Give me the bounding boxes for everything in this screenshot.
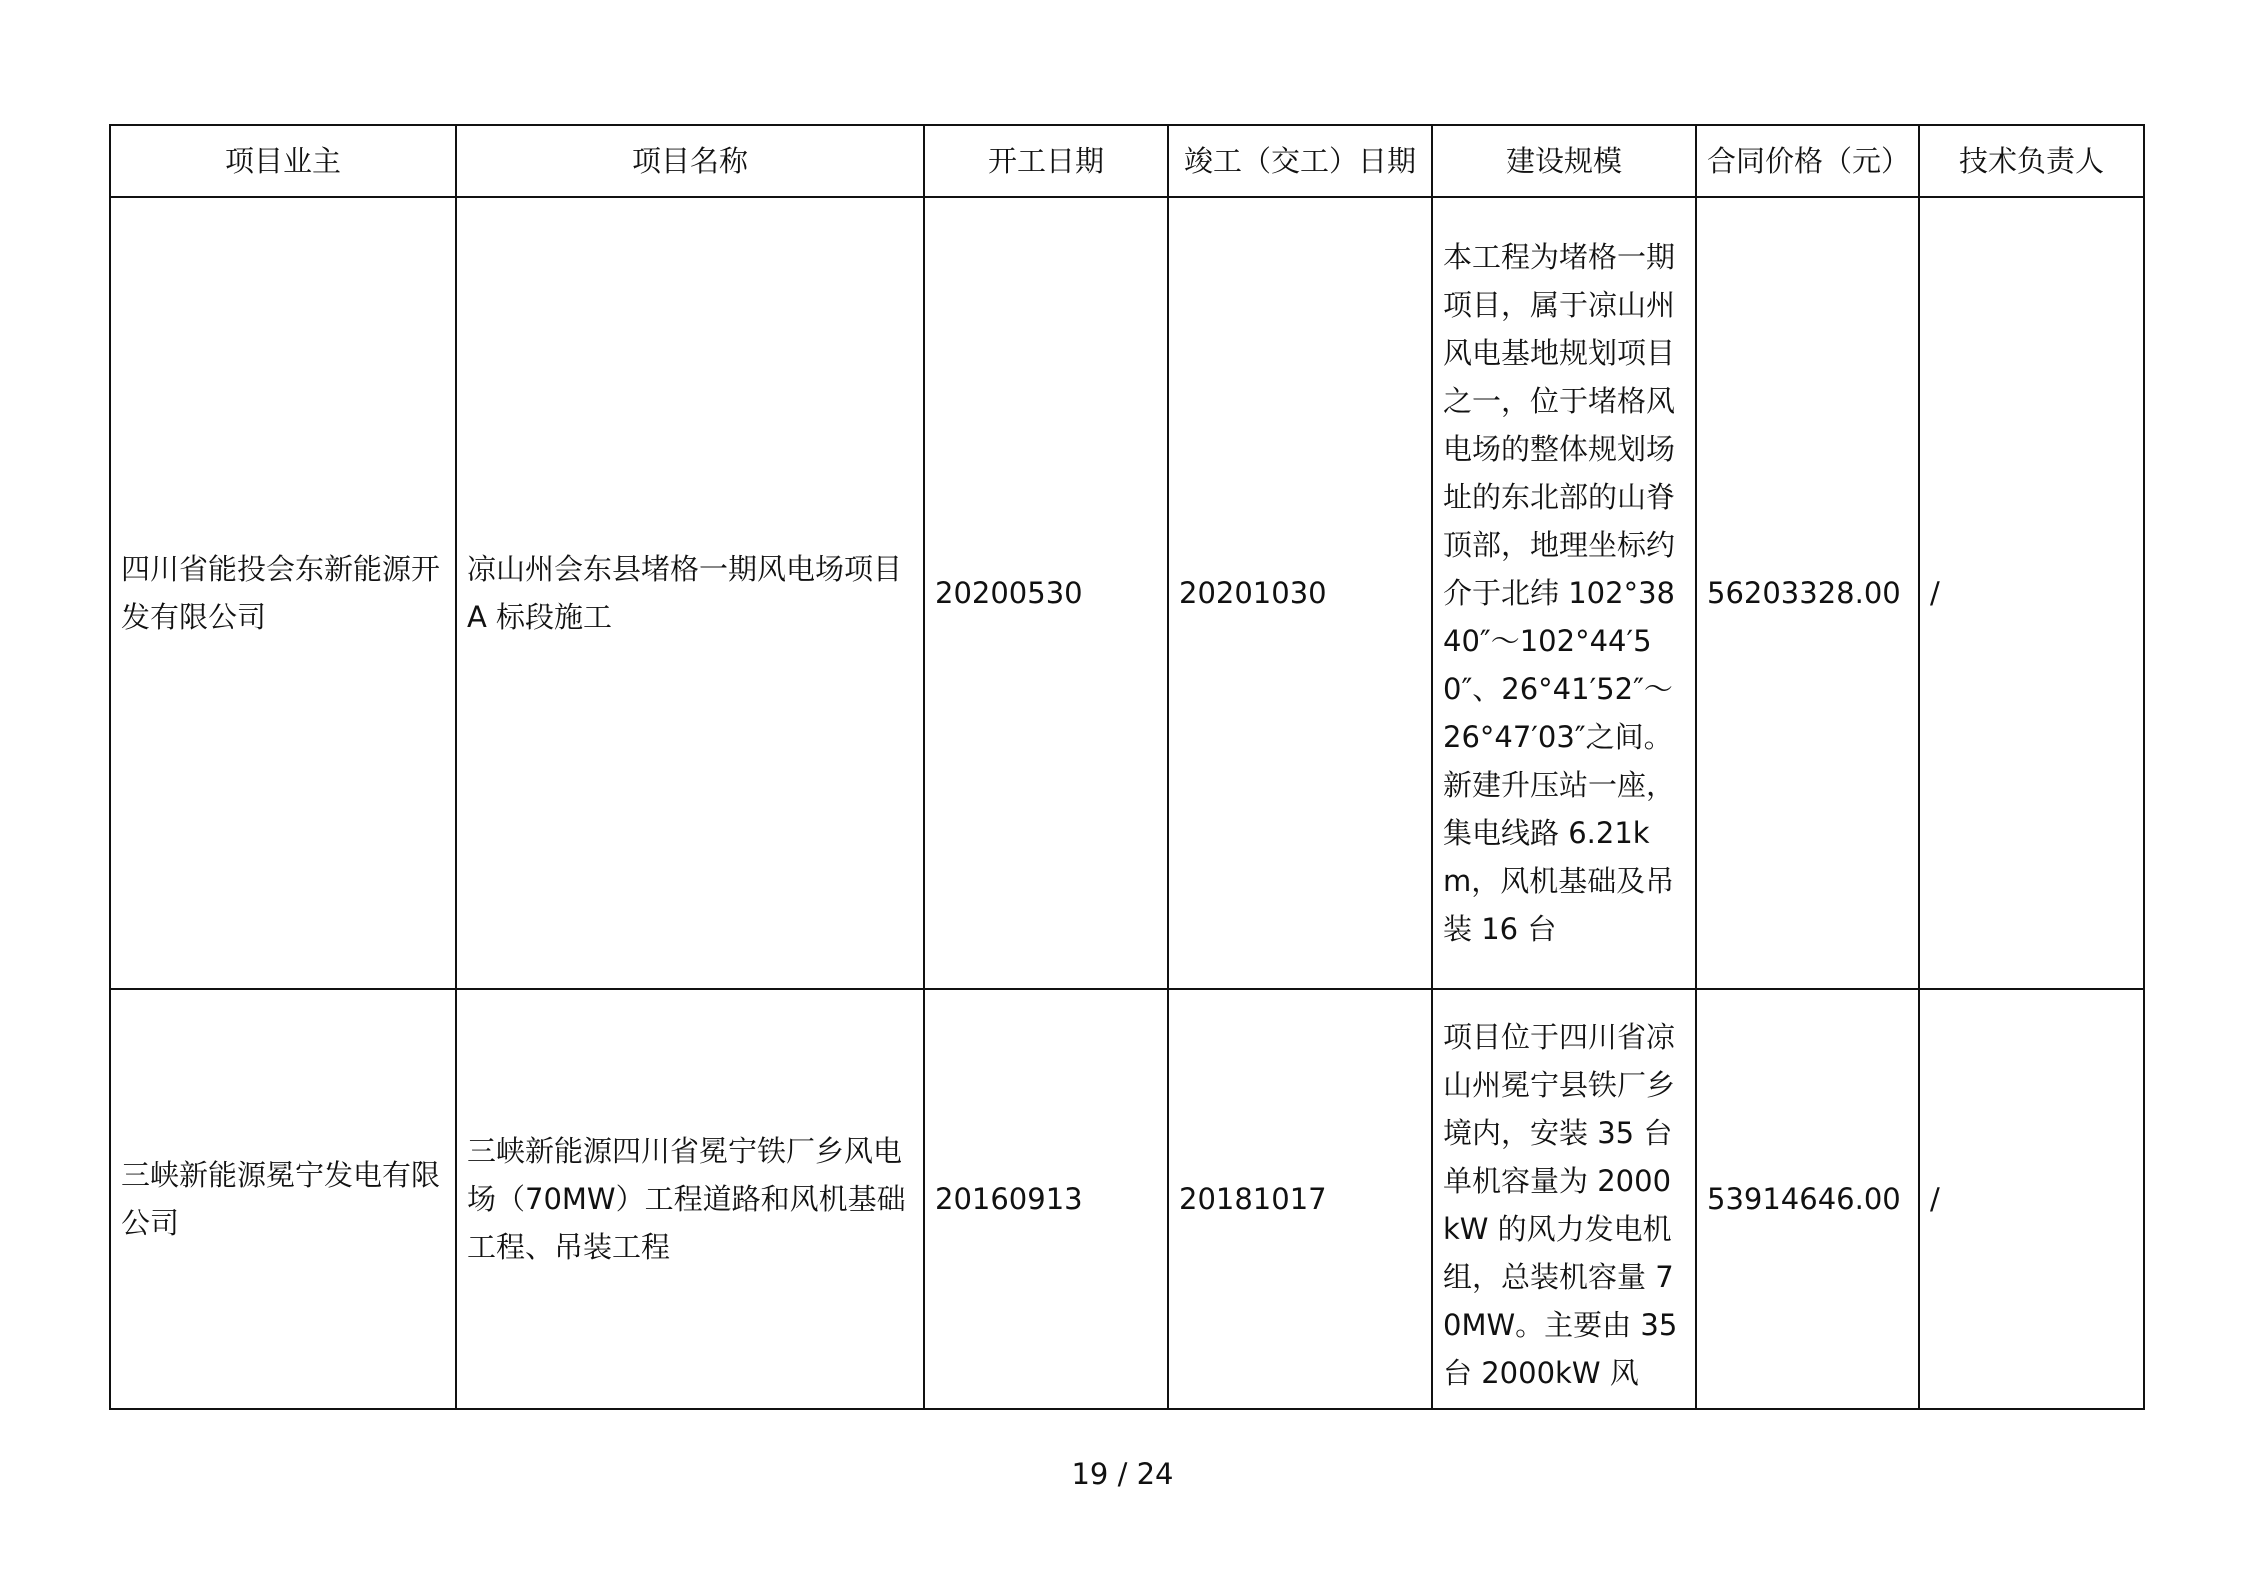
cell-start-date: 20160913 [924,989,1168,1409]
cell-owner: 四川省能投会东新能源开发有限公司 [110,197,456,989]
cell-start-date: 20200530 [924,197,1168,989]
header-price: 合同价格（元） [1696,125,1919,197]
header-owner: 项目业主 [110,125,456,197]
cell-project-name: 三峡新能源四川省冕宁铁厂乡风电场（70MW）工程道路和风机基础工程、吊装工程 [456,989,924,1409]
header-project-name: 项目名称 [456,125,924,197]
header-end-date: 竣工（交工）日期 [1168,125,1432,197]
page-number: 19 / 24 [1071,1457,1174,1491]
cell-price: 56203328.00 [1696,197,1919,989]
cell-end-date: 20201030 [1168,197,1432,989]
header-start-date: 开工日期 [924,125,1168,197]
cell-scale: 本工程为堵格一期项目，属于凉山州风电基地规划项目之一，位于堵格风电场的整体规划场址的东北部的山脊顶部，地理坐标约介于北纬 102°38 40″～102°44′50″、26°41′52″～26°47′03″之间。新建升压站一座，集电线路 6.21km，风机基础及吊装 16 台 [1432,197,1696,989]
cell-scale: 项目位于四川省凉山州冕宁县铁厂乡境内，安装 35 台单机容量为 2000kW 的风力发电机组，总装机容量 70MW。主要由 35 台 2000kW 风 [1432,989,1696,1409]
cell-owner: 三峡新能源冕宁发电有限公司 [110,989,456,1409]
cell-project-name: 凉山州会东县堵格一期风电场项目 A 标段施工 [456,197,924,989]
header-scale: 建设规模 [1432,125,1696,197]
header-tech-lead: 技术负责人 [1919,125,2144,197]
table-row [110,197,2144,989]
cell-tech-lead: / [1919,989,2144,1409]
cell-price: 53914646.00 [1696,989,1919,1409]
cell-tech-lead: / [1919,197,2144,989]
project-table [109,124,2145,1410]
table-row [110,989,2144,1409]
cell-end-date: 20181017 [1168,989,1432,1409]
table-header-row [110,125,2144,197]
